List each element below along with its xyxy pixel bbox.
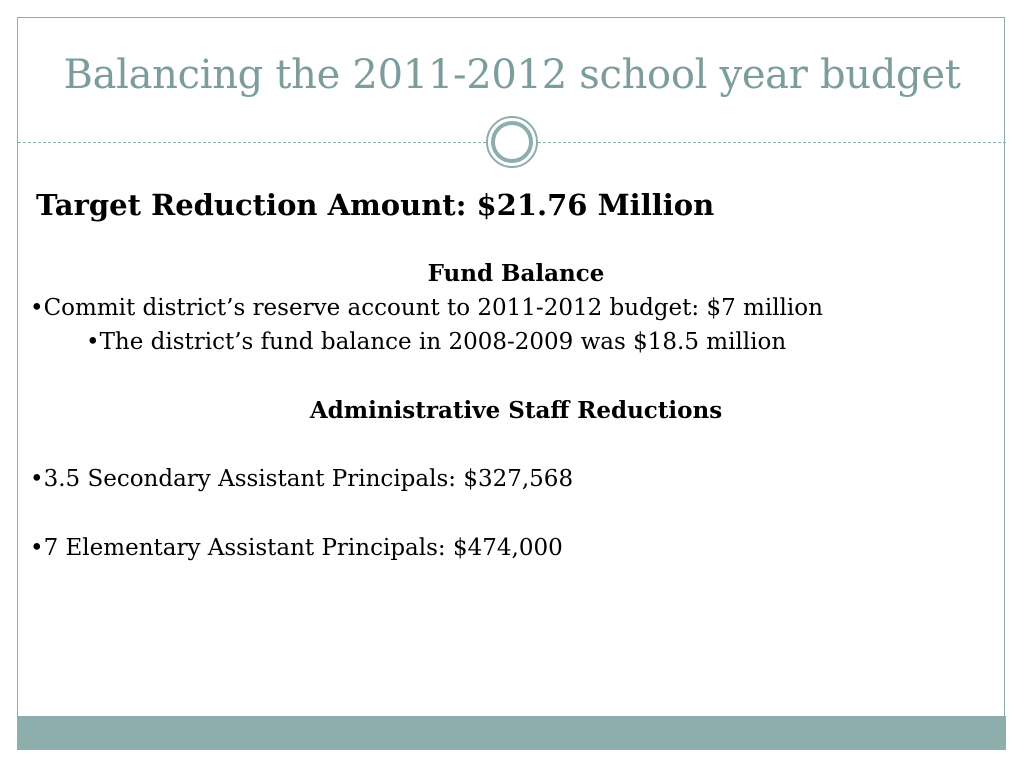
bullet-reserve-account: •Commit district’s reserve account to 2011-2012 budget: $7 million <box>30 295 823 321</box>
bullet-fund-balance-history: •The district’s fund balance in 2008-2009 was $18.5 million <box>86 329 787 355</box>
bullet-secondary-principals: •3.5 Secondary Assistant Principals: $327,568 <box>30 466 574 492</box>
ring-ornament-icon <box>485 115 539 169</box>
target-reduction-headline: Target Reduction Amount: $21.76 Million <box>36 188 715 222</box>
slide-title: Balancing the 2011-2012 school year budget <box>63 52 961 98</box>
bullet-elementary-principals: •7 Elementary Assistant Principals: $474,000 <box>30 535 563 561</box>
section-heading-admin-staff: Administrative Staff Reductions <box>309 397 723 424</box>
section-heading-fund-balance: Fund Balance <box>427 260 605 287</box>
slide-content <box>30 186 996 561</box>
footer-bar <box>17 716 1006 750</box>
